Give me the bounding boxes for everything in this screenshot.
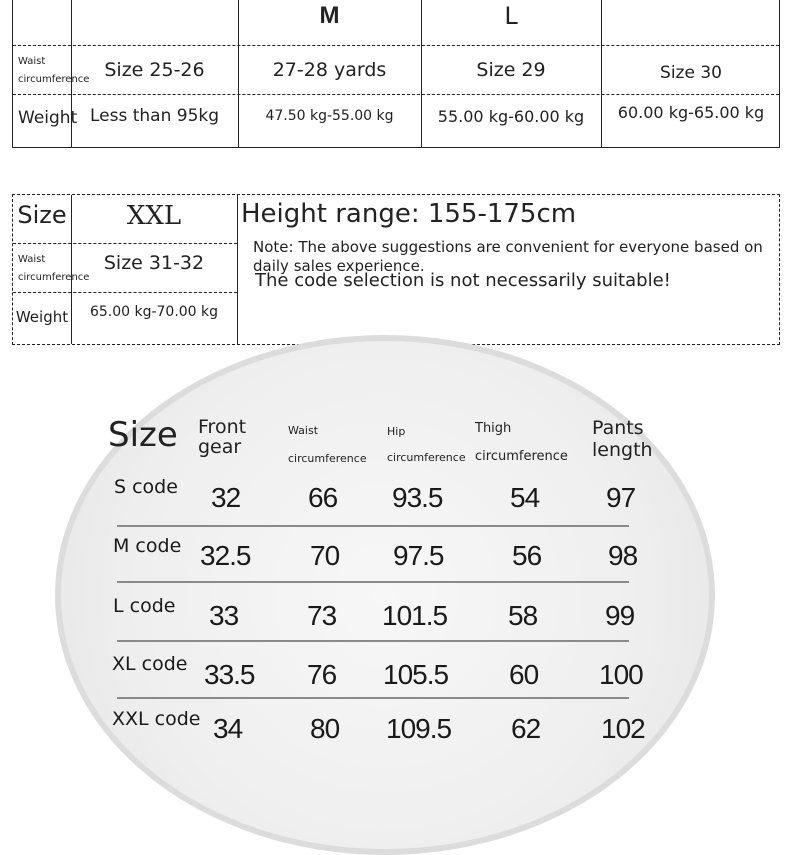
- cell-value: 54: [510, 482, 540, 513]
- row-code: L code: [113, 595, 176, 617]
- weight-value: 60.00 kg-65.00 kg: [617, 102, 765, 122]
- cell-value: 93.5: [392, 482, 443, 513]
- cell-value: 73: [307, 600, 337, 631]
- note-warning: The code selection is not necessarily suitable!: [255, 270, 671, 291]
- weight-label: Weight: [15, 308, 69, 326]
- waist-label: Waist circumference: [18, 254, 90, 283]
- col-header-waist: [288, 417, 367, 473]
- row-code: S code: [114, 476, 178, 498]
- row-code: XL code: [112, 653, 188, 675]
- size-table-xxl: [12, 194, 780, 345]
- col-header-line: Waist: [288, 424, 319, 437]
- weight-value: 47.50 kg-55.00 kg: [265, 108, 394, 124]
- row-divider: [117, 581, 629, 583]
- weight-label: Weight: [18, 108, 78, 128]
- cell-value: 66: [308, 482, 338, 513]
- row-code: XXL code: [112, 708, 201, 730]
- cell-value: 76: [307, 659, 337, 690]
- cell-value: 101.5: [382, 600, 448, 631]
- col-header-front-gear: [198, 417, 246, 457]
- cell-value: 33.5: [204, 659, 255, 690]
- col-header-line: Front: [198, 416, 247, 438]
- col-header-line: length: [592, 439, 653, 461]
- col-header-line: circumference: [387, 451, 466, 464]
- cell-value: 34: [213, 713, 243, 744]
- col-header-pants-length: [592, 417, 653, 461]
- cell-value: 56: [512, 540, 542, 571]
- cell-value: 98: [608, 540, 638, 571]
- waist-value: Size 29: [476, 58, 546, 81]
- size-table-top: [12, 0, 780, 148]
- row-divider: [117, 640, 629, 642]
- waist-label: Waist circumference: [18, 56, 90, 85]
- chart-title: Size: [108, 415, 178, 455]
- weight-value: Less than 95kg: [89, 106, 220, 126]
- waist-value: Size 30: [660, 62, 722, 83]
- cell-value: 97: [606, 482, 636, 513]
- row-code: M code: [113, 535, 182, 557]
- waist-value: 27-28 yards: [272, 58, 387, 81]
- cell-value: 58: [508, 600, 538, 631]
- cell-value: 109.5: [386, 713, 452, 744]
- col-header-line: circumference: [475, 449, 568, 464]
- cell-value: 105.5: [383, 659, 449, 690]
- size-header-m: M: [319, 2, 340, 29]
- size-chart: [0, 375, 790, 775]
- row-divider: [117, 697, 629, 699]
- cell-value: 70: [310, 540, 340, 571]
- size-label: Size: [17, 201, 67, 229]
- cell-value: 100: [599, 659, 643, 690]
- cell-value: 97.5: [393, 540, 444, 571]
- col-header-hip: [387, 419, 466, 471]
- size-header-l: L: [504, 2, 518, 30]
- weight-value: 55.00 kg-60.00 kg: [437, 106, 585, 126]
- col-header-line: Thigh: [475, 421, 512, 436]
- note-text: Note: The above suggestions are convenient for everyone based on daily sales experience.: [253, 238, 763, 275]
- cell-value: 32: [211, 482, 241, 513]
- col-header-line: Pants: [592, 417, 644, 439]
- cell-value: 60: [509, 659, 539, 690]
- cell-value: 102: [601, 713, 645, 744]
- col-header-line: circumference: [288, 452, 367, 465]
- col-header-line: gear: [198, 436, 242, 458]
- col-header-thigh: [475, 415, 568, 471]
- height-range: Height range: 155-175cm: [241, 199, 577, 229]
- cell-value: 80: [310, 713, 340, 744]
- col-header-line: Hip: [387, 425, 406, 438]
- divider: [237, 195, 238, 344]
- waist-value: Size 31-32: [103, 252, 205, 274]
- cell-value: 62: [511, 713, 541, 744]
- waist-value: Size 25-26: [104, 58, 205, 81]
- size-value: XXL: [126, 201, 182, 231]
- row-divider: [117, 525, 629, 527]
- cell-value: 32.5: [200, 540, 251, 571]
- weight-value: 65.00 kg-70.00 kg: [89, 304, 219, 320]
- cell-value: 99: [605, 600, 635, 631]
- cell-value: 33: [209, 600, 239, 631]
